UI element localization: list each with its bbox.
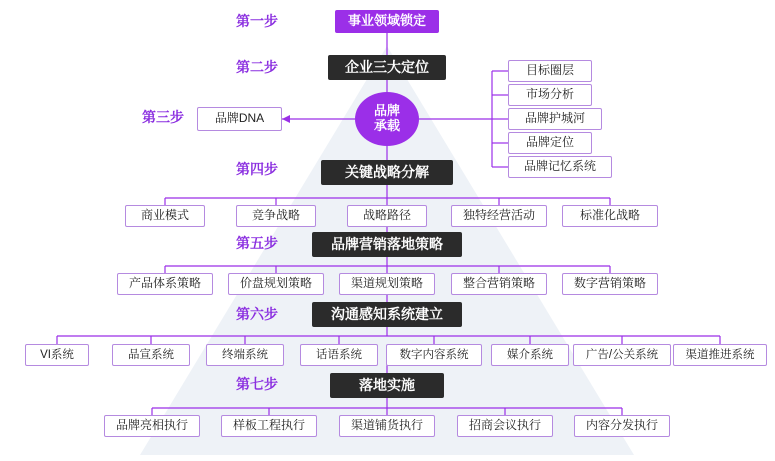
row7-item-2[interactable]: 样板工程执行 [221,415,317,437]
step-label-1: 第一步 [236,13,278,30]
row6-item-7[interactable]: 广告/公关系统 [573,344,671,366]
row4-item-3[interactable]: 战略路径 [347,205,427,227]
main-box-step4[interactable]: 关键战略分解 [321,160,453,185]
center-node-brand-carrier[interactable] [355,92,419,146]
step-label-2: 第二步 [236,59,278,76]
step-label-6: 第六步 [236,306,278,323]
main-box-step3[interactable]: 品牌DNA [197,107,282,131]
row7-item-3[interactable]: 渠道铺货执行 [339,415,435,437]
row6-item-8[interactable]: 渠道推进系统 [673,344,767,366]
branch-item-target-layer[interactable]: 目标圈层 [508,60,592,82]
row6-item-4[interactable]: 话语系统 [300,344,378,366]
row4-item-4[interactable]: 独特经营活动 [451,205,547,227]
main-box-step6[interactable]: 沟通感知系统建立 [312,302,462,327]
main-box-step7[interactable]: 落地实施 [330,373,444,398]
row6-item-5[interactable]: 数字内容系统 [386,344,482,366]
row6-item-3[interactable]: 终端系统 [206,344,284,366]
row4-item-2[interactable]: 竞争战略 [236,205,316,227]
row7-item-5[interactable]: 内容分发执行 [574,415,670,437]
step-label-3: 第三步 [142,109,184,126]
branch-item-brand-moat[interactable]: 品牌护城河 [508,108,602,130]
row4-item-5[interactable]: 标准化战略 [562,205,658,227]
main-box-step2[interactable]: 企业三大定位 [328,55,446,80]
step-label-7: 第七步 [236,376,278,393]
step-label-4: 第四步 [236,161,278,178]
row7-item-1[interactable]: 品牌亮相执行 [104,415,200,437]
center-node-line1: 品牌 [373,103,400,119]
row6-item-1[interactable]: VI系统 [25,344,89,366]
row5-item-3[interactable]: 渠道规划策略 [339,273,435,295]
center-node-line2: 承载 [373,118,400,133]
step-label-5: 第五步 [236,235,278,252]
row4-item-1[interactable]: 商业模式 [125,205,205,227]
row6-item-6[interactable]: 媒介系统 [491,344,569,366]
row5-item-1[interactable]: 产品体系策略 [117,273,213,295]
row5-item-4[interactable]: 整合营销策略 [451,273,547,295]
row6-item-2[interactable]: 品宣系统 [112,344,190,366]
branch-item-brand-memory-system[interactable]: 品牌记忆系统 [508,156,612,178]
main-box-step5[interactable]: 品牌营销落地策略 [312,232,462,257]
main-box-step1[interactable]: 事业领域锁定 [335,10,439,33]
row5-item-5[interactable]: 数字营销策略 [562,273,658,295]
row5-item-2[interactable]: 价盘规划策略 [228,273,324,295]
branch-item-market-analysis[interactable]: 市场分析 [508,84,592,106]
branch-item-brand-positioning[interactable]: 品牌定位 [508,132,592,154]
row7-item-4[interactable]: 招商会议执行 [457,415,553,437]
